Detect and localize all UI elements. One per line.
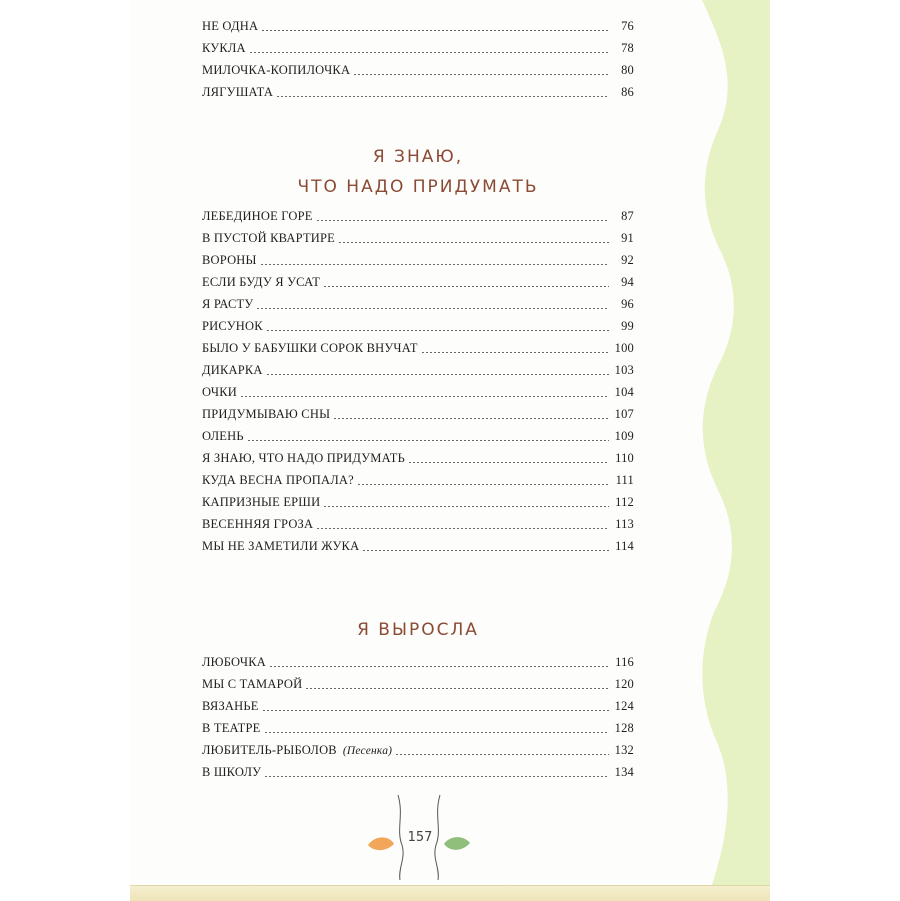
section-heading-know: [202, 142, 634, 202]
section-heading-line-1: Я ЗНАЮ,: [372, 147, 464, 167]
toc-entry-title: НЕ ОДНА: [202, 19, 259, 33]
toc-entry-page: 104: [614, 385, 634, 399]
toc-entry: [202, 15, 634, 37]
dot-leader: [269, 666, 609, 667]
toc-entry-page: 128: [614, 721, 634, 735]
toc-entry-title: ВЯЗАНЬЕ: [202, 699, 259, 713]
toc-section-3: [202, 651, 634, 783]
toc-entry: [202, 381, 634, 403]
toc-entry: [202, 59, 634, 81]
toc-entry: [202, 403, 634, 425]
toc-entry-page: 113: [615, 517, 634, 531]
dot-leader: [249, 52, 609, 53]
section-heading-line-2: ЧТО НАДО ПРИДУМАТЬ: [297, 177, 539, 197]
decorative-wavy-band: [690, 0, 770, 885]
toc-section-2: [202, 205, 634, 557]
toc-entry-page: 86: [621, 85, 634, 99]
toc-entry-page: 110: [615, 451, 634, 465]
toc-entry-title: ЛЕБЕДИНОЕ ГОРЕ: [202, 209, 313, 223]
toc-entry: [202, 651, 634, 673]
toc-entry-page: 111: [615, 473, 634, 487]
toc-entry-title: В ПУСТОЙ КВАРТИРЕ: [202, 231, 335, 245]
toc-entry-title: КУДА ВЕСНА ПРОПАЛА?: [202, 473, 354, 487]
toc-entry-title: ЛЮБИТЕЛЬ-РЫБОЛОВ: [202, 743, 337, 757]
toc-entry-title: ЕСЛИ БУДУ Я УСАТ: [202, 275, 321, 289]
toc-entry-page: 92: [621, 253, 634, 267]
dot-leader: [247, 440, 609, 441]
toc-entry-title: БЫЛО У БАБУШКИ СОРОК ВНУЧАТ: [202, 341, 418, 355]
toc-entry-page: 134: [614, 765, 634, 779]
toc-entry: [202, 249, 634, 271]
dot-leader: [266, 374, 609, 375]
toc-entry-page: 114: [615, 539, 634, 553]
toc-entry: [202, 695, 634, 717]
dot-leader: [264, 732, 610, 733]
dot-leader: [362, 550, 609, 551]
toc-entry: [202, 293, 634, 315]
toc-section-1: [202, 15, 634, 103]
toc-entry-title: МЫ С ТАМАРОЙ: [202, 677, 303, 691]
dot-leader: [264, 776, 609, 777]
toc-entry-note: (Песенка): [342, 745, 393, 757]
toc-entry: [202, 359, 634, 381]
dot-leader: [256, 308, 609, 309]
dot-leader: [353, 74, 609, 75]
dot-leader: [262, 710, 609, 711]
toc-entry-page: 107: [614, 407, 634, 421]
toc-entry: [202, 447, 634, 469]
dot-leader: [357, 484, 609, 485]
toc-entry: [202, 673, 634, 695]
toc-entry-page: 80: [621, 63, 634, 77]
dot-leader: [316, 528, 609, 529]
toc-entry-title: КАПРИЗНЫЕ ЕРШИ: [202, 495, 321, 509]
toc-entry: [202, 535, 634, 557]
dot-leader: [338, 242, 609, 243]
toc-entry-page: 103: [614, 363, 634, 377]
toc-entry-page: 124: [614, 699, 634, 713]
toc-entry-title: ОЧКИ: [202, 385, 238, 399]
toc-entry: [202, 513, 634, 535]
dot-leader: [276, 96, 609, 97]
page-bottom-edge: [130, 885, 770, 901]
page-footer: [360, 790, 480, 880]
dot-leader: [316, 220, 609, 221]
dot-leader: [261, 30, 609, 31]
toc-entry: [202, 81, 634, 103]
toc-entry-title: ЛЮБОЧКА: [202, 655, 267, 669]
toc-entry-title: МЫ НЕ ЗАМЕТИЛИ ЖУКА: [202, 539, 360, 553]
toc-entry-title: ОЛЕНЬ: [202, 429, 244, 443]
toc-entry: [202, 227, 634, 249]
toc-entry-page: 109: [614, 429, 634, 443]
toc-entry-page: 94: [621, 275, 634, 289]
toc-entry-title: В ТЕАТРЕ: [202, 721, 261, 735]
toc-entry-page: 132: [614, 743, 634, 757]
toc-entry-title: Я РАСТУ: [202, 297, 254, 311]
toc-entry-page: 99: [621, 319, 634, 333]
toc-entry: [202, 491, 634, 513]
toc-entry-title: РИСУНОК: [202, 319, 263, 333]
toc-entry: [202, 271, 634, 293]
dot-leader: [333, 418, 609, 419]
toc-entry-page: 100: [614, 341, 634, 355]
toc-entry-title: ВОРОНЫ: [202, 253, 257, 267]
dot-leader: [323, 286, 609, 287]
toc-entry-title: ЛЯГУШАТА: [202, 85, 274, 99]
dot-leader: [305, 688, 609, 689]
page-number: 157: [407, 830, 433, 845]
toc-entry: [202, 205, 634, 227]
toc-entry-title: В ШКОЛУ: [202, 765, 262, 779]
toc-entry: [202, 761, 634, 783]
toc-entry-title: Я ЗНАЮ, ЧТО НАДО ПРИДУМАТЬ: [202, 451, 405, 465]
dot-leader: [395, 754, 609, 755]
dot-leader: [260, 264, 609, 265]
toc-entry-page: 112: [615, 495, 634, 509]
toc-entry-title: ДИКАРКА: [202, 363, 263, 377]
dot-leader: [421, 352, 609, 353]
dot-leader: [408, 462, 609, 463]
toc-entry: [202, 315, 634, 337]
toc-entry-title: ПРИДУМЫВАЮ СНЫ: [202, 407, 331, 421]
toc-entry-page: 76: [621, 19, 634, 33]
toc-entry: [202, 469, 634, 491]
toc-entry: [202, 425, 634, 447]
toc-entry-page: 120: [614, 677, 634, 691]
dot-leader: [323, 506, 609, 507]
toc-entry-page: 116: [615, 655, 634, 669]
toc-entry-title: МИЛОЧКА-КОПИЛОЧКА: [202, 63, 351, 77]
dot-leader: [240, 396, 609, 397]
toc-entry: [202, 739, 634, 761]
toc-entry-title: ВЕСЕННЯЯ ГРОЗА: [202, 517, 314, 531]
toc-entry: [202, 337, 634, 359]
toc-entry-page: 91: [621, 231, 634, 245]
toc-entry-page: 87: [621, 209, 634, 223]
toc-entry: [202, 37, 634, 59]
section-heading-grew-up: Я ВЫРОСЛА: [357, 620, 479, 640]
toc-entry-title: КУКЛА: [202, 41, 246, 55]
toc-entry-page: 96: [621, 297, 634, 311]
toc-entry-page: 78: [621, 41, 634, 55]
toc-entry: [202, 717, 634, 739]
dot-leader: [266, 330, 609, 331]
